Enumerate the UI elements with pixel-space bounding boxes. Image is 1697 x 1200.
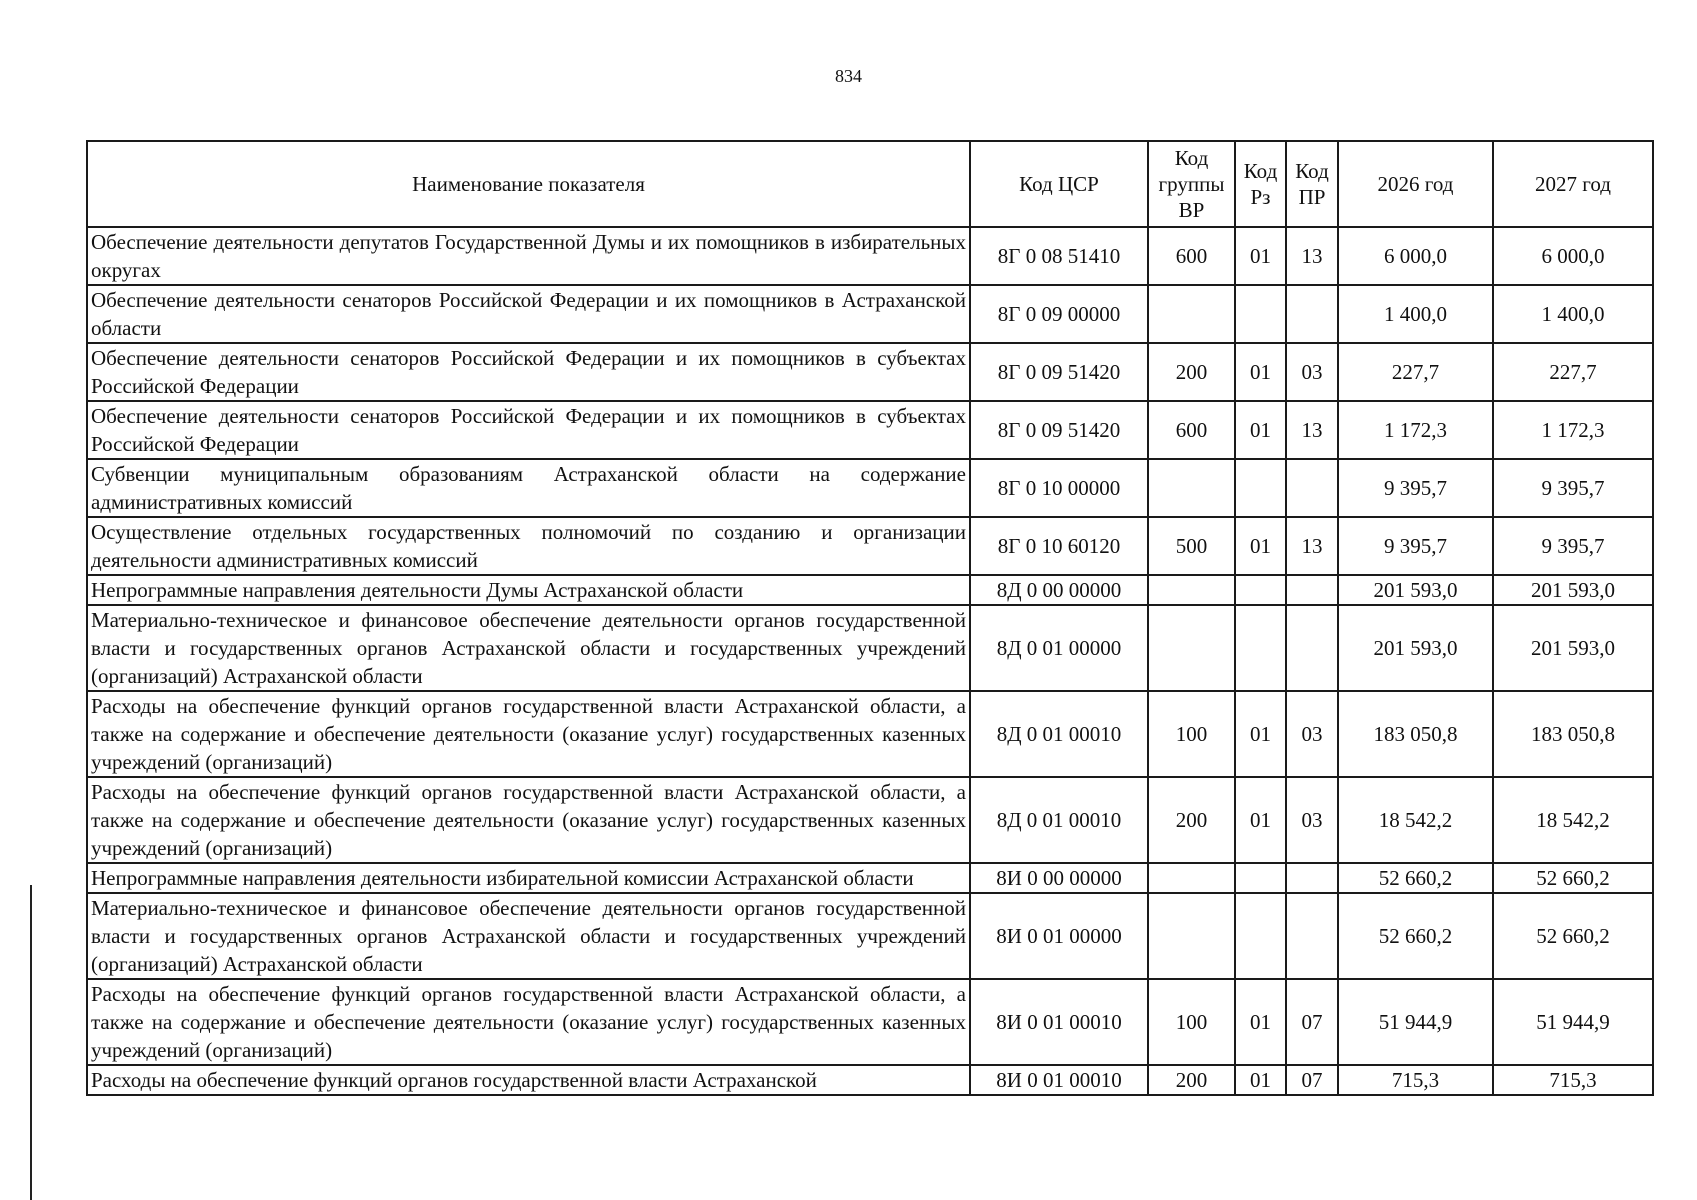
row-value-2026: 52 660,2 xyxy=(1338,893,1493,979)
row-pr-code: 07 xyxy=(1286,1065,1338,1095)
row-name: Субвенции муниципальным образованиям Астраханской области на содержание административных комиссий xyxy=(87,459,970,517)
table-row xyxy=(87,285,1653,343)
row-vr-code xyxy=(1148,285,1235,343)
row-rz-code: 01 xyxy=(1235,777,1286,863)
row-name: Осуществление отдельных государственных полномочий по созданию и организации деятельности административных комиссий xyxy=(87,517,970,575)
row-name: Расходы на обеспечение функций органов государственной власти Астраханской области, а также на содержание и обеспечение деятельности (оказание услуг) государственных казенных учреждений (организаций) xyxy=(87,777,970,863)
row-pr-code: 03 xyxy=(1286,691,1338,777)
row-rz-code xyxy=(1235,893,1286,979)
row-vr-code: 200 xyxy=(1148,343,1235,401)
row-csr-code: 8Г 0 09 00000 xyxy=(970,285,1148,343)
table-row xyxy=(87,605,1653,691)
row-vr-code: 600 xyxy=(1148,401,1235,459)
row-vr-code xyxy=(1148,893,1235,979)
table-row xyxy=(87,517,1653,575)
table-body xyxy=(87,227,1653,1095)
row-csr-code: 8Г 0 09 51420 xyxy=(970,401,1148,459)
row-value-2026: 183 050,8 xyxy=(1338,691,1493,777)
row-pr-code: 13 xyxy=(1286,227,1338,285)
row-pr-code xyxy=(1286,893,1338,979)
table-row xyxy=(87,343,1653,401)
table-row xyxy=(87,575,1653,605)
row-vr-code xyxy=(1148,459,1235,517)
row-name: Расходы на обеспечение функций органов государственной власти Астраханской области, а также на содержание и обеспечение деятельности (оказание услуг) государственных казенных учреждений (организаций) xyxy=(87,691,970,777)
scan-edge-line xyxy=(30,885,32,1200)
budget-table xyxy=(86,140,1654,1096)
table-row xyxy=(87,863,1653,893)
row-name: Материально-техническое и финансовое обеспечение деятельности органов государственной власти и государственных органов Астраханской области и государственных учреждений (организаций) Астраханской области xyxy=(87,605,970,691)
row-value-2027: 227,7 xyxy=(1493,343,1653,401)
row-rz-code: 01 xyxy=(1235,517,1286,575)
row-value-2026: 51 944,9 xyxy=(1338,979,1493,1065)
row-pr-code: 03 xyxy=(1286,777,1338,863)
row-pr-code: 07 xyxy=(1286,979,1338,1065)
row-name: Обеспечение деятельности сенаторов Российской Федерации и их помощников в Астраханской области xyxy=(87,285,970,343)
row-rz-code xyxy=(1235,285,1286,343)
row-value-2027: 201 593,0 xyxy=(1493,575,1653,605)
row-vr-code: 600 xyxy=(1148,227,1235,285)
row-pr-code xyxy=(1286,285,1338,343)
row-rz-code: 01 xyxy=(1235,691,1286,777)
row-csr-code: 8И 0 01 00000 xyxy=(970,893,1148,979)
row-csr-code: 8Г 0 10 60120 xyxy=(970,517,1148,575)
row-value-2026: 6 000,0 xyxy=(1338,227,1493,285)
row-value-2026: 18 542,2 xyxy=(1338,777,1493,863)
row-csr-code: 8Г 0 10 00000 xyxy=(970,459,1148,517)
row-csr-code: 8И 0 01 00010 xyxy=(970,1065,1148,1095)
row-csr-code: 8Д 0 01 00010 xyxy=(970,777,1148,863)
row-rz-code xyxy=(1235,605,1286,691)
row-value-2027: 9 395,7 xyxy=(1493,459,1653,517)
row-value-2026: 52 660,2 xyxy=(1338,863,1493,893)
row-vr-code: 500 xyxy=(1148,517,1235,575)
row-value-2027: 52 660,2 xyxy=(1493,893,1653,979)
row-vr-code xyxy=(1148,863,1235,893)
row-name: Обеспечение деятельности сенаторов Российской Федерации и их помощников в субъектах Российской Федерации xyxy=(87,343,970,401)
row-name: Обеспечение деятельности сенаторов Российской Федерации и их помощников в субъектах Российской Федерации xyxy=(87,401,970,459)
row-csr-code: 8Г 0 09 51420 xyxy=(970,343,1148,401)
row-name: Расходы на обеспечение функций органов государственной власти Астраханской области, а также на содержание и обеспечение деятельности (оказание услуг) государственных казенных учреждений (организаций) xyxy=(87,979,970,1065)
table-row xyxy=(87,979,1653,1065)
row-value-2026: 1 400,0 xyxy=(1338,285,1493,343)
row-value-2027: 1 172,3 xyxy=(1493,401,1653,459)
row-pr-code xyxy=(1286,605,1338,691)
table-row xyxy=(87,459,1653,517)
header-2027: 2027 год xyxy=(1493,141,1653,227)
row-pr-code xyxy=(1286,575,1338,605)
row-vr-code: 100 xyxy=(1148,979,1235,1065)
row-value-2026: 201 593,0 xyxy=(1338,575,1493,605)
row-value-2027: 715,3 xyxy=(1493,1065,1653,1095)
row-csr-code: 8Д 0 01 00000 xyxy=(970,605,1148,691)
row-value-2026: 715,3 xyxy=(1338,1065,1493,1095)
table-row xyxy=(87,1065,1653,1095)
row-vr-code: 200 xyxy=(1148,777,1235,863)
row-name: Непрограммные направления деятельности избирательной комиссии Астраханской области xyxy=(87,863,970,893)
row-value-2026: 9 395,7 xyxy=(1338,517,1493,575)
header-csr: Код ЦСР xyxy=(970,141,1148,227)
table-header-row xyxy=(87,141,1653,227)
row-rz-code: 01 xyxy=(1235,1065,1286,1095)
row-value-2027: 6 000,0 xyxy=(1493,227,1653,285)
row-value-2027: 1 400,0 xyxy=(1493,285,1653,343)
row-value-2027: 9 395,7 xyxy=(1493,517,1653,575)
row-pr-code: 13 xyxy=(1286,517,1338,575)
header-name: Наименование показателя xyxy=(87,141,970,227)
row-value-2026: 1 172,3 xyxy=(1338,401,1493,459)
row-value-2027: 18 542,2 xyxy=(1493,777,1653,863)
header-rz: Код Рз xyxy=(1235,141,1286,227)
row-vr-code xyxy=(1148,605,1235,691)
header-2026: 2026 год xyxy=(1338,141,1493,227)
row-csr-code: 8Д 0 01 00010 xyxy=(970,691,1148,777)
row-rz-code: 01 xyxy=(1235,227,1286,285)
row-csr-code: 8Г 0 08 51410 xyxy=(970,227,1148,285)
row-pr-code xyxy=(1286,863,1338,893)
row-name: Непрограммные направления деятельности Думы Астраханской области xyxy=(87,575,970,605)
table-row xyxy=(87,777,1653,863)
row-name: Расходы на обеспечение функций органов государственной власти Астраханской xyxy=(87,1065,970,1095)
row-rz-code: 01 xyxy=(1235,979,1286,1065)
header-vr: Код группы ВР xyxy=(1148,141,1235,227)
row-value-2026: 201 593,0 xyxy=(1338,605,1493,691)
row-pr-code: 13 xyxy=(1286,401,1338,459)
row-rz-code xyxy=(1235,459,1286,517)
table-row xyxy=(87,401,1653,459)
row-csr-code: 8И 0 01 00010 xyxy=(970,979,1148,1065)
row-value-2026: 9 395,7 xyxy=(1338,459,1493,517)
row-csr-code: 8Д 0 00 00000 xyxy=(970,575,1148,605)
page-number: 834 xyxy=(835,66,862,86)
row-rz-code: 01 xyxy=(1235,343,1286,401)
row-vr-code: 100 xyxy=(1148,691,1235,777)
row-name: Обеспечение деятельности депутатов Государственной Думы и их помощников в избирательных округах xyxy=(87,227,970,285)
row-name: Материально-техническое и финансовое обеспечение деятельности органов государственной власти и государственных органов Астраханской области и государственных учреждений (организаций) Астраханской области xyxy=(87,893,970,979)
row-pr-code xyxy=(1286,459,1338,517)
row-csr-code: 8И 0 00 00000 xyxy=(970,863,1148,893)
header-pr: Код ПР xyxy=(1286,141,1338,227)
row-value-2027: 52 660,2 xyxy=(1493,863,1653,893)
table-row xyxy=(87,691,1653,777)
row-value-2027: 183 050,8 xyxy=(1493,691,1653,777)
row-rz-code xyxy=(1235,575,1286,605)
row-vr-code: 200 xyxy=(1148,1065,1235,1095)
row-rz-code: 01 xyxy=(1235,401,1286,459)
row-pr-code: 03 xyxy=(1286,343,1338,401)
table-row xyxy=(87,893,1653,979)
table-row xyxy=(87,227,1653,285)
row-value-2027: 51 944,9 xyxy=(1493,979,1653,1065)
row-vr-code xyxy=(1148,575,1235,605)
row-rz-code xyxy=(1235,863,1286,893)
row-value-2027: 201 593,0 xyxy=(1493,605,1653,691)
row-value-2026: 227,7 xyxy=(1338,343,1493,401)
